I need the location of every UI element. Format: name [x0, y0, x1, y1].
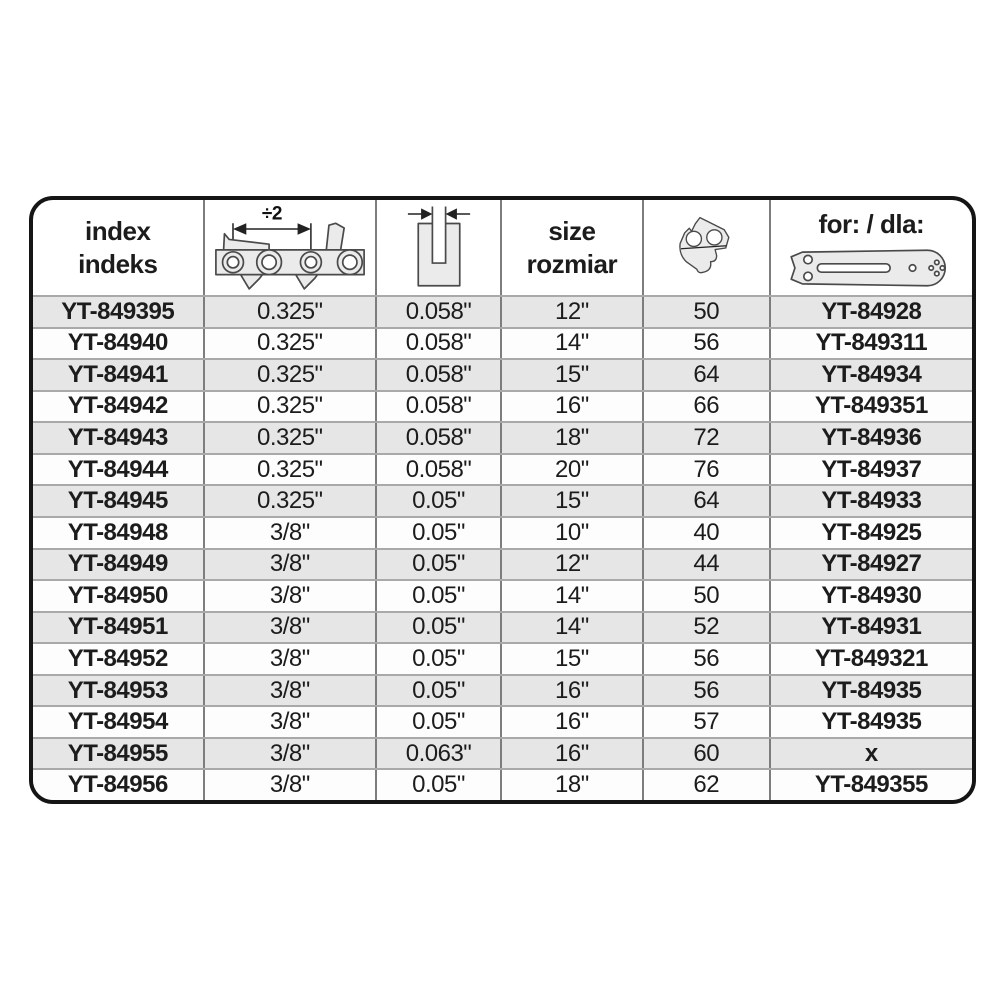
cell-drive_links: 56 [644, 676, 771, 706]
cell-size: 18" [502, 770, 644, 800]
cell-index: YT-84953 [33, 676, 205, 706]
cell-index: YT-84952 [33, 644, 205, 674]
cell-bar_index: YT-84935 [821, 676, 922, 704]
cell-bar_index: YT-84934 [821, 360, 922, 388]
cell-pitch: 3/8" [205, 707, 378, 737]
cell-pitch: 0.325" [205, 455, 378, 485]
cell-bar_index: YT-84927 [821, 550, 922, 578]
cell-gauge: 0.05" [377, 550, 502, 580]
cell-drive_links: 56 [644, 329, 771, 359]
cell-gauge: 0.058" [377, 329, 502, 359]
cell-index: YT-84951 [33, 613, 205, 643]
table-row [33, 737, 972, 769]
cell-drive_links: 72 [644, 423, 771, 453]
cell-size: 16" [502, 707, 644, 737]
table-row [33, 611, 972, 643]
cell-bar_index: YT-84930 [821, 581, 922, 609]
cell-index: YT-84942 [33, 392, 205, 422]
cell-index: YT-84944 [33, 455, 205, 485]
cell-pitch: 3/8" [205, 518, 378, 548]
cell-index: YT-84941 [33, 360, 205, 390]
cell-bar_index: YT-84935 [821, 708, 922, 736]
cell-gauge: 0.05" [377, 770, 502, 800]
table-row [33, 358, 972, 390]
cell-index: YT-84949 [33, 550, 205, 580]
cell-index: YT-84945 [33, 486, 205, 516]
cell-drive_links: 60 [644, 739, 771, 769]
cell-size: 14" [502, 613, 644, 643]
cell-bar_index: YT-84933 [821, 487, 922, 515]
cell-bar_index: YT-84931 [821, 613, 922, 641]
cell-pitch: 0.325" [205, 297, 378, 327]
header-row [33, 200, 972, 295]
cell-pitch: 0.325" [205, 360, 378, 390]
header-index-label-pl: indeks [78, 248, 158, 279]
cell-pitch: 0.325" [205, 392, 378, 422]
cell-index: YT-84956 [33, 770, 205, 800]
cell-index: YT-84948 [33, 518, 205, 548]
header-cell-gauge [377, 200, 502, 295]
cell-pitch: 0.325" [205, 329, 378, 359]
cell-size: 16" [502, 676, 644, 706]
cell-gauge: 0.058" [377, 455, 502, 485]
cell-bar_index: YT-84928 [821, 297, 922, 325]
cell-gauge: 0.05" [377, 518, 502, 548]
table-body [33, 295, 972, 800]
header-size-label-pl: rozmiar [526, 248, 618, 279]
chain-pitch-icon [214, 204, 366, 292]
cell-drive_links: 64 [644, 360, 771, 390]
cell-size: 14" [502, 329, 644, 359]
cell-drive_links: 76 [644, 455, 771, 485]
cell-pitch: 3/8" [205, 581, 378, 611]
cell-size: 12" [502, 297, 644, 327]
cell-size: 18" [502, 423, 644, 453]
cell-bar_index: YT-84937 [821, 455, 922, 483]
cell-bar_index: YT-849311 [815, 329, 928, 357]
table-row [33, 516, 972, 548]
cell-pitch: 0.325" [205, 486, 378, 516]
cell-pitch: 3/8" [205, 613, 378, 643]
cell-gauge: 0.058" [377, 360, 502, 390]
cell-pitch: 0.325" [205, 423, 378, 453]
pitch-annotation-text: ÷2 [261, 203, 282, 224]
cell-size: 15" [502, 360, 644, 390]
cell-bar_index: YT-84936 [821, 424, 922, 452]
cell-bar_index: YT-849355 [814, 771, 928, 799]
cell-drive_links: 40 [644, 518, 771, 548]
cell-pitch: 3/8" [205, 644, 378, 674]
table-row [33, 642, 972, 674]
table-row [33, 548, 972, 580]
guide-bar-icon [780, 243, 962, 293]
cell-gauge: 0.058" [377, 392, 502, 422]
table-row [33, 421, 972, 453]
cell-drive_links: 66 [644, 392, 771, 422]
cell-gauge: 0.05" [377, 644, 502, 674]
cell-size: 16" [502, 392, 644, 422]
header-cell-size [502, 200, 644, 295]
chainsaw-chain-spec-table [29, 196, 976, 804]
header-cell-for [771, 200, 972, 295]
cell-drive_links: 57 [644, 707, 771, 737]
cell-gauge: 0.05" [377, 486, 502, 516]
table-row [33, 484, 972, 516]
header-cell-pitch [205, 200, 378, 295]
cell-size: 20" [502, 455, 644, 485]
cell-drive_links: 50 [644, 581, 771, 611]
cell-gauge: 0.05" [377, 676, 502, 706]
cell-pitch: 3/8" [205, 739, 378, 769]
cell-index: YT-84955 [33, 739, 205, 769]
table-row [33, 453, 972, 485]
cell-index: YT-84940 [33, 329, 205, 359]
table-row [33, 768, 972, 800]
cell-size: 12" [502, 550, 644, 580]
cell-index: YT-84954 [33, 707, 205, 737]
cell-pitch: 3/8" [205, 550, 378, 580]
cell-gauge: 0.05" [377, 707, 502, 737]
cell-pitch: 3/8" [205, 676, 378, 706]
cell-size: 14" [502, 581, 644, 611]
cell-size: 15" [502, 644, 644, 674]
header-cell-drive-links [644, 200, 771, 295]
cell-pitch: 3/8" [205, 770, 378, 800]
cell-bar_index: x [864, 739, 878, 767]
header-cell-index [33, 200, 205, 295]
cell-drive_links: 44 [644, 550, 771, 580]
cell-index: YT-84943 [33, 423, 205, 453]
table-row [33, 327, 972, 359]
cell-gauge: 0.05" [377, 613, 502, 643]
cell-drive_links: 52 [644, 613, 771, 643]
cell-size: 10" [502, 518, 644, 548]
cell-size: 16" [502, 739, 644, 769]
cell-size: 15" [502, 486, 644, 516]
table-row [33, 295, 972, 327]
cell-drive_links: 50 [644, 297, 771, 327]
table-row [33, 674, 972, 706]
cell-drive_links: 56 [644, 644, 771, 674]
table-row [33, 579, 972, 611]
cell-gauge: 0.058" [377, 297, 502, 327]
bar-groove-gauge-icon [406, 204, 472, 292]
cell-gauge: 0.063" [377, 739, 502, 769]
cell-bar_index: YT-84925 [821, 518, 922, 546]
cell-index: YT-84950 [33, 581, 205, 611]
table-row [33, 705, 972, 737]
header-index-label-en: index [85, 216, 151, 246]
cell-bar_index: YT-849351 [814, 392, 928, 420]
cell-gauge: 0.058" [377, 423, 502, 453]
table-row [33, 390, 972, 422]
cell-gauge: 0.05" [377, 581, 502, 611]
cell-drive_links: 64 [644, 486, 771, 516]
header-for-label: for: / dla: [818, 209, 925, 239]
drive-link-icon [668, 207, 744, 289]
cell-bar_index: YT-849321 [814, 644, 928, 672]
cell-index: YT-849395 [33, 297, 205, 327]
cell-drive_links: 62 [644, 770, 771, 800]
header-size-label-en: size [548, 216, 596, 246]
